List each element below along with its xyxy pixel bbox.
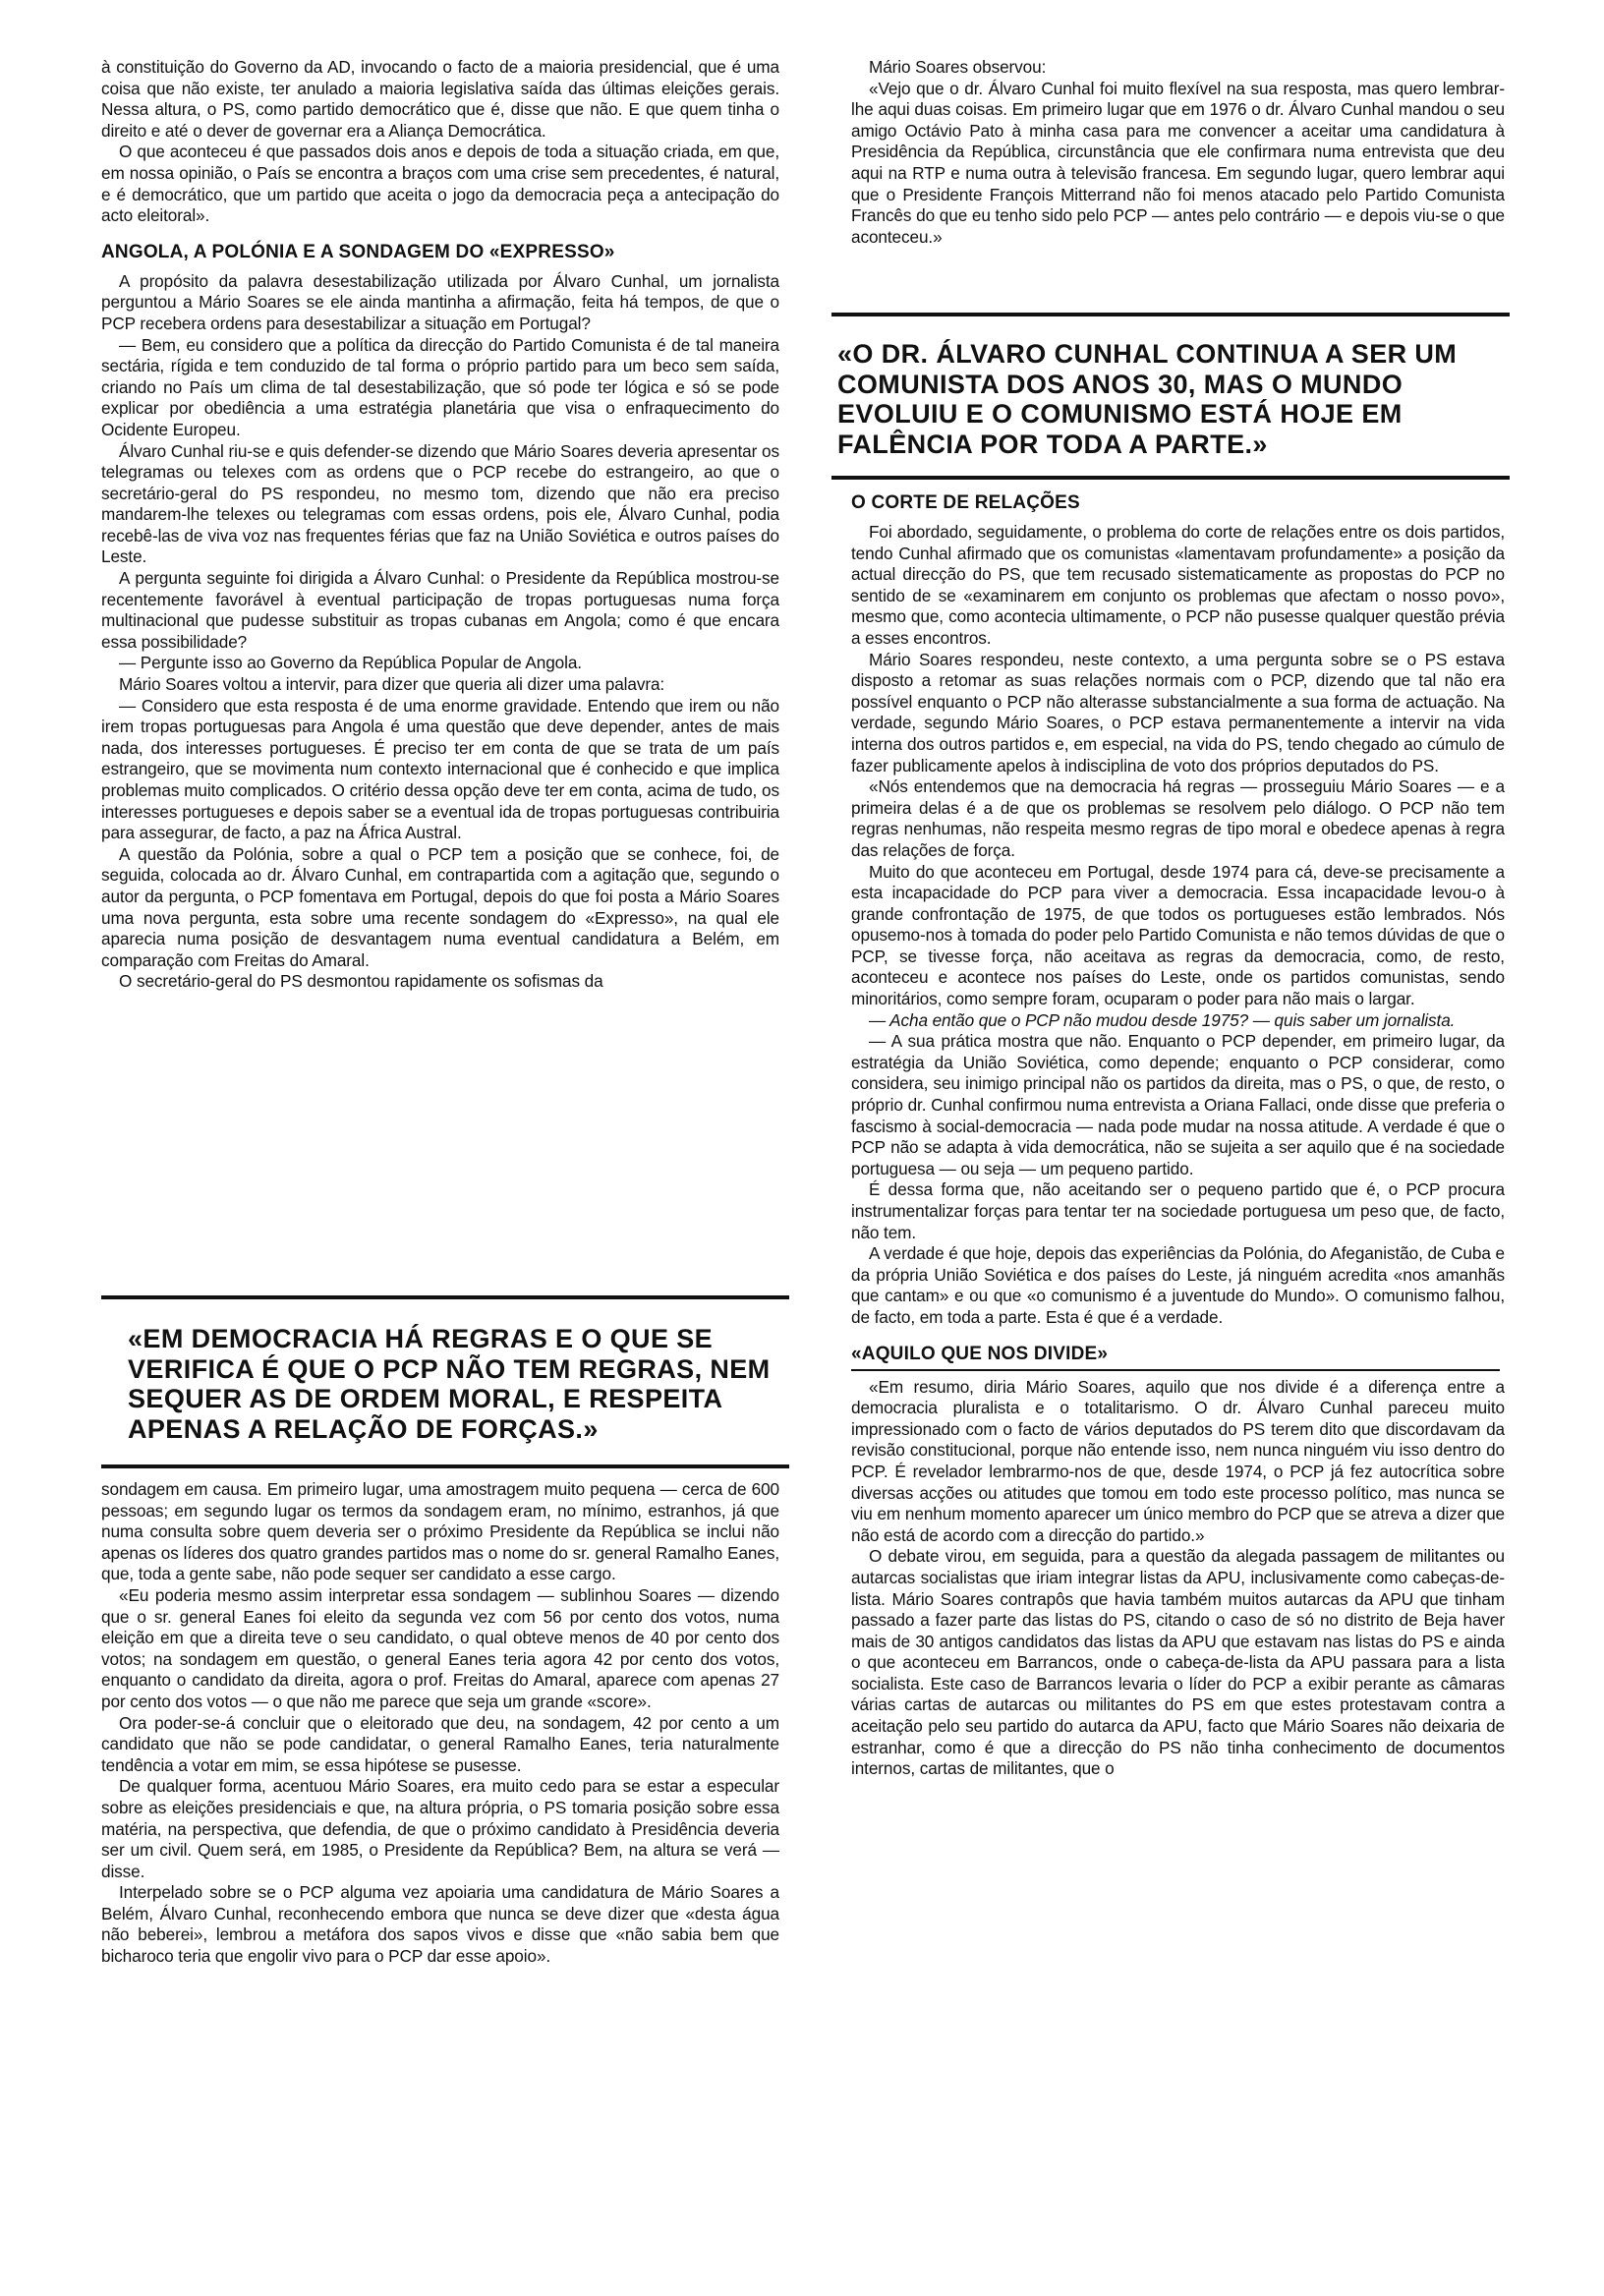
right-column <box>851 491 1505 1780</box>
right-column-intro <box>851 57 1505 248</box>
section-rule <box>851 1369 1500 1371</box>
article-paragraph: Ora poder-se-á concluir que o eleitorado que deu, na sondagem, 42 por cento a um candidato que não se pode candidatar, o general Ramalho Eanes, teria naturalmente tendência a votar em mim, se essa hipótese se pusesse. <box>101 1712 779 1775</box>
article-paragraph: — Considero que esta resposta é de uma enorme gravidade. Entendo que irem ou não irem tropas portuguesas para Angola é uma questão que deve depender, antes de mais nada, dos interesses portugueses. É preciso ter em conta de que se trata de um país estrangeiro, que se movimenta num contexto internacional que é conhecido e que implica problemas muito complicados. O critério dessa opção deve ter em conta, acima de tudo, os interesses portugueses e depois saber se a eventual ida de tropas portuguesas contribuiria para assegurar, de facto, a paz na África Austral. <box>101 695 779 843</box>
article-paragraph: Interpelado sobre se o PCP alguma vez apoiaria uma candidatura de Mário Soares a Belém, Álvaro Cunhal, reconhecendo embora que nunca se deve dizer que «desta água não beberei», lembrou a metáfora dos sapos vivos e disse que «não sabia bem que bicharoco teria que engolir vivo para o PCP dar esse apoio». <box>101 1882 779 1967</box>
article-paragraph: Muito do que aconteceu em Portugal, desde 1974 para cá, deve-se precisamente a esta incapacidade do PCP para viver a democracia. Essa incapacidade levou-o à grande confrontação de 1975, de que todos os portugueses estão lembrados. Nós opusemo-nos à tomada do poder pelo Partido Comunista e não temos dúvidas de que o PCP, se tivesse força, não aceitava as regras da democracia, como, de resto, aconteceu e acontece nos países do Leste, onde os partidos comunistas, sendo minoritários, como sempre foram, ocuparam o poder para não mais o largar. <box>851 861 1505 1009</box>
pullquote-top-rule <box>831 313 1510 316</box>
left-column-continued <box>101 1479 779 1968</box>
section-heading-angola: ANGOLA, A POLÓNIA E A SONDAGEM DO «EXPRESSO» <box>101 241 615 262</box>
article-paragraph: É dessa forma que, não aceitando ser o pequeno partido que é, o PCP procura instrumentalizar forças para tentar ter na sociedade portuguesa um peso que, de facto, não tem. <box>851 1179 1505 1242</box>
pullquote-bottom-rule <box>101 1464 789 1468</box>
article-paragraph: Mário Soares observou: <box>869 57 1047 77</box>
article-paragraph: — Pergunte isso ao Governo da República Popular de Angola. <box>119 653 582 673</box>
pullquote-bottom-rule <box>831 476 1510 480</box>
article-paragraph: O que aconteceu é que passados dois anos e depois de toda a situação criada, em que, em nossa opinião, o País se encontra a braços com uma crise sem precedentes, é natural, e é democrático, que um partido que aceita o jogo da democracia peça a antecipação do acto eleitoral». <box>101 142 779 226</box>
article-paragraph: — Bem, eu considero que a política da direcção do Partido Comunista é de tal maneira sectária, rígida e tem conduzido de tal forma o próprio partido para um beco sem saída, criando no País um clima de tal desestabilização, que só pode ter lógica e só se pode explicar por obediência a uma estratégia planetária que visa o enfraquecimento do Ocidente Europeu. <box>101 334 779 439</box>
article-paragraph: A verdade é que hoje, depois das experiências da Polónia, do Afeganistão, de Cuba e da própria União Soviética e dos países do Leste, já ninguém acredita «nos amanhãs que cantam» e ou que «o comunismo é a juventude do Mundo». O comunismo falhou, de facto, em toda a parte. Esta é que é a verdade. <box>851 1243 1505 1327</box>
article-paragraph: Mário Soares respondeu, neste contexto, a uma pergunta sobre se o PS estava disposto a retomar as suas relações normais com o PCP, dizendo que tal não era possível enquanto o PCP não alterasse substancialmente a sua forma de actuação. Na verdade, segundo Mário Soares, o PCP estava permanentemente a intervir na vida interna dos outros partidos e, em especial, na vida do PS, tendo chegado ao cúmulo de fazer publicamente apelos à indisciplina de voto dos próprios deputados do PS. <box>851 649 1505 775</box>
article-paragraph: sondagem em causa. Em primeiro lugar, uma amostragem muito pequena — cerca de 600 pessoas; em segundo lugar os termos da sondagem eram, no mínimo, estranhos, já que numa consulta sobre quem deveria ser o próximo Presidente da República se inclui não apenas os líderes dos quatro grandes partidos mas o nome do sr. general Ramalho Eanes, que, toda a gente sabe, não pode sequer ser candidato a esse cargo. <box>101 1479 779 1584</box>
article-paragraph: O secretário-geral do PS desmontou rapidamente os sofismas da <box>119 971 603 992</box>
article-paragraph: De qualquer forma, acentuou Mário Soares, era muito cedo para se estar a especular sobre as eleições presidenciais e que, na altura própria, o PS tomaria posição sobre essa matéria, na perspectiva, que defendia, de que o próximo candidato à Presidência deveria ser um civil. Quem será, em 1985, o Presidente da República? Bem, na altura se verá — disse. <box>101 1776 779 1881</box>
article-paragraph: A propósito da palavra desestabilização utilizada por Álvaro Cunhal, um jornalista perguntou a Mário Soares se ele ainda mantinha a afirmação, feita há tempos, de que o PCP recebera ordens para desestabilizar a situação em Portugal? <box>101 270 779 333</box>
article-paragraph: — A sua prática mostra que não. Enquanto o PCP depender, em primeiro lugar, da estratégia da União Soviética, como depende; enquanto o PCP considerar, como considera, seu inimigo principal não os partidos da direita, mas o PS, o que, de resto, o próprio dr. Cunhal confirmou numa entrevista a Oriana Fallaci, onde disse que preferia o fascismo à social-democracia — nada pode mudar na nossa atitude. A verdade é que o PCP não se adapta à vida democrática, não se sujeita a ser aquilo que é na sociedade portuguesa — ou seja — um pequeno partido. <box>851 1031 1505 1178</box>
section-heading-divide: «AQUILO QUE NOS DIVIDE» <box>851 1343 1109 1364</box>
article-paragraph: Álvaro Cunhal riu-se e quis defender-se dizendo que Mário Soares deveria apresentar os telegramas ou telexes com as ordens que o PCP recebe do estrangeiro, ao que o secretário-geral do PS respondeu, no mesmo tom, dizendo que não era preciso mandarem-lhe telexes ou telegramas com essas ordens, pois ele, Álvaro Cunhal, podia recebê-las de viva voz nas frequentes férias que faz na União Soviética e outros países do Leste. <box>101 440 779 567</box>
article-paragraph: A pergunta seguinte foi dirigida a Álvaro Cunhal: o Presidente da República mostrou-se recentemente favorável à eventual participação de tropas portuguesas numa força multinacional que pudesse substituir as tropas cubanas em Angola; como é que encara essa possibilidade? <box>101 568 779 652</box>
article-paragraph: A questão da Polónia, sobre a qual o PCP tem a posição que se conhece, foi, de seguida, colocada ao dr. Álvaro Cunhal, em contrapartida com a agitação que, segundo o autor da pergunta, o PCP fomentava em Portugal, depois do que foi posta a Mário Soares uma nova pergunta, esta sobre uma recente sondagem do «Expresso», na qual ele aparecia numa posição de desvantagem numa eventual candidatura a Belém, em comparação com Freitas do Amaral. <box>101 843 779 970</box>
article-paragraph: «Nós entendemos que na democracia há regras — prosseguiu Mário Soares — e a primeira delas é a de que os problemas se resolvem pelo diálogo. O PCP não tem regras nenhumas, não respeita mesmo regras de tipo moral e obedece apenas à regra das relações de força. <box>851 776 1505 860</box>
article-paragraph: «Vejo que o dr. Álvaro Cunhal foi muito flexível na sua resposta, mas quero lembrar-lhe aqui duas coisas. Em primeiro lugar que em 1976 o dr. Álvaro Cunhal mandou o seu amigo Octávio Pato à minha casa para me convencer a aceitar uma candidatura à Presidência da República, circunstância que ele confirmara numa entrevista que deu aqui na RTP e numa outra à televisão francesa. Em segundo lugar, quero lembrar aqui que o Presidente François Mitterrand não foi menos atacado pelo Partido Comunista Francês do que eu tenho sido pelo PCP — antes pelo contrário — e depois viu-se o que aconteceu.» <box>851 78 1505 247</box>
article-paragraph: O debate virou, em seguida, para a questão da alegada passagem de militantes ou autarcas socialistas que iriam integrar listas da APU, inclusivamente como cabeças-de-lista. Mário Soares contrapôs que havia também muitos autarcas da APU que tinham passado a fazer parte das listas do PS, citando o caso de só no distrito de Beja haver mais de 30 antigos candidatos das listas da APU que estavam nas listas do PS e ainda o que aconteceu em Barrancos, onde o cabeça-de-lista da APU passara para a lista socialista. Este caso de Barrancos levaria o líder do PCP a exibir perante as câmaras várias cartas de autarcas ou militantes do PS em que estes protestavam contra a aceitação pelo seu partido do autarca da APU, facto que Mário Soares não deixaria de estranhar, como é que a direcção do PS não tinha conhecimento de documentos internos, cartas de militantes, que o <box>851 1546 1505 1779</box>
article-paragraph: Foi abordado, seguidamente, o problema do corte de relações entre os dois partidos, tendo Cunhal afirmado que os comunistas «lamentavam profundamente» a posição da actual direcção do PS, que tem recusado sistematicamente as propostas do PCP no sentido de se «examinarem em conjunto os problemas que afectam o nosso povo», mesmo que, como acontecia ultimamente, o PCP não pusesse qualquer questão prévia a esses encontros. <box>851 522 1505 648</box>
pullquote-top-rule <box>101 1295 789 1299</box>
article-paragraph: «Eu poderia mesmo assim interpretar essa sondagem — sublinhou Soares — dizendo que o sr. general Eanes foi eleito da segunda vez com 56 por cento dos votos, numa eleição em que a direita teve o seu candidato, o qual obteve menos de 40 por cento dos votos; na sondagem em questão, o general Eanes teria agora 42 por cento dos votos, enquanto o candidato da direita, agora o prof. Freitas do Amaral, aparece com apenas 27 por cento dos votos — o que não me parece que seja um grande «score». <box>101 1584 779 1711</box>
pullquote-regras: «EM DEMOCRACIA HÁ REGRAS E O QUE SE VERIFICA É QUE O PCP NÃO TEM REGRAS, NEM SEQUER AS DE ORDEM MORAL, E RESPEITA APENAS A RELAÇÃO DE FORÇAS.» <box>128 1324 771 1444</box>
article-paragraph: à constituição do Governo da AD, invocando o facto de a maioria presidencial, que é uma coisa que não existe, ter anulado a maioria legislativa saída das últimas eleições gerais. Nessa altura, o PS, como partido democrático que é, disse que não. E que quem tinha o direito e até o dever de governar era a Aliança Democrática. <box>101 57 779 141</box>
left-column <box>101 57 779 993</box>
article-paragraph: — Acha então que o PCP não mudou desde 1975? — quis saber um jornalista. <box>869 1009 1456 1030</box>
pullquote-cunhal: «O DR. ÁLVARO CUNHAL CONTINUA A SER UM COMUNISTA DOS ANOS 30, MAS O MUNDO EVOLUIU E O COMUNISMO ESTÁ HOJE EM FALÊNCIA POR TODA A PARTE.» <box>837 339 1458 459</box>
section-heading-corte: O CORTE DE RELAÇÕES <box>851 492 1080 513</box>
article-paragraph: «Em resumo, diria Mário Soares, aquilo que nos divide é a diferença entre a democracia pluralista e o totalitarismo. O dr. Álvaro Cunhal pareceu muito impressionado com o facto de vários deputados do PS terem dito que discordavam da revisão constitucional, porque não entende isso, nem nunca ninguém viu isso dentro do PCP. É revelador lembrarmo-nos de que, desde 1974, o PCP já fez autocrítica sobre diversas acções ou atitudes que tomou em todo este processo político, mas nunca se viu em nenhum momento aparecer um único membro do PCP que se atreva a dizer que não está de acordo com a direcção do partido.» <box>851 1376 1505 1545</box>
article-paragraph: Mário Soares voltou a intervir, para dizer que queria ali dizer uma palavra: <box>119 674 665 695</box>
